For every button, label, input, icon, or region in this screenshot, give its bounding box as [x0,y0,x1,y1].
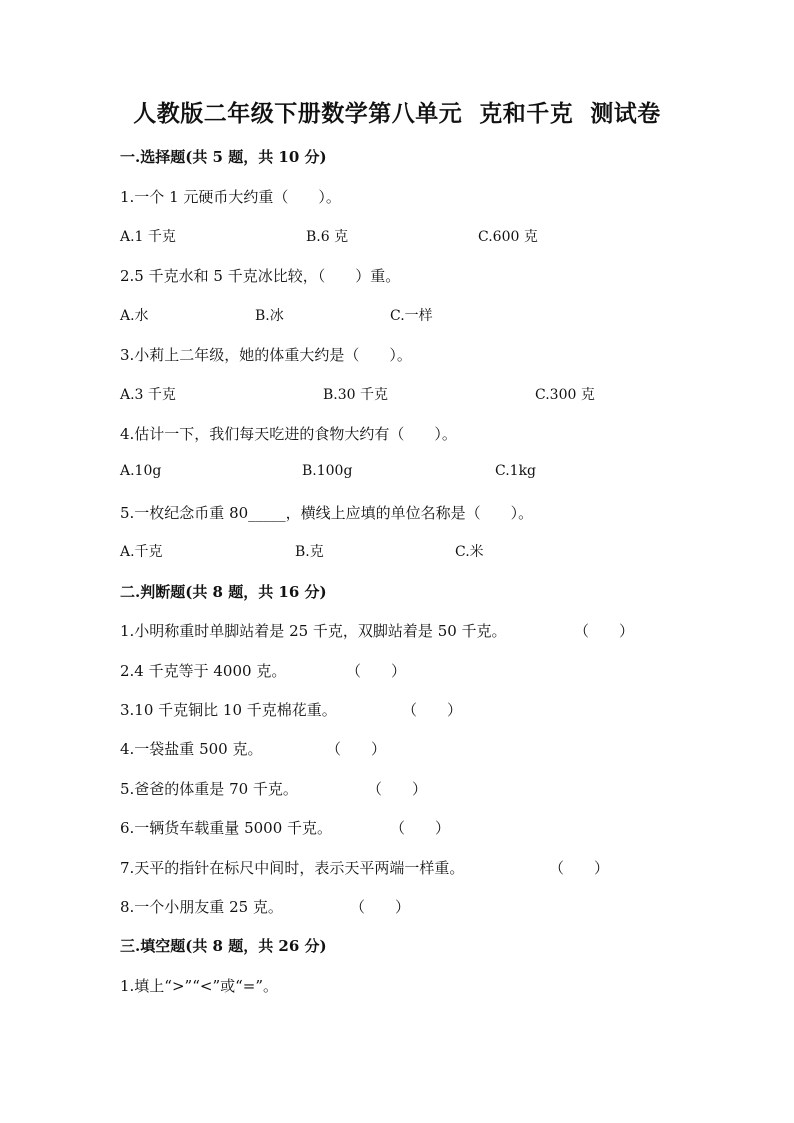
question-text: 8.一个小朋友重 25 克。 [120,898,283,916]
option-a: A.千克 [120,544,163,560]
question-text: 1.填上“>”“<”或“=”。 [120,977,279,995]
question-text: 1.小明称重时单脚站着是 25 千克，双脚站着是 50 千克。 [120,622,507,640]
answer-paren: （ ） [390,819,451,837]
answer-paren: （ ） [346,662,407,680]
option-c: C.1kg [495,463,537,479]
option-a: A.水 [120,308,149,324]
question-text: 7.天平的指针在标尺中间时，表示天平两端一样重。 [120,859,465,877]
option-c: C.米 [455,544,484,560]
question-text: 3.10 千克铜比 10 千克棉花重。 [120,701,337,719]
option-c: C.一样 [390,308,433,324]
answer-paren: （ ） [402,701,463,719]
option-c: C.300 克 [535,387,595,403]
question-text: 5.爸爸的体重是 70 千克。 [120,780,298,798]
question-text: 2.5 千克水和 5 千克冰比较，（ ）重。 [120,267,401,285]
section-heading-fill-in: 三.填空题(共 8 题，共 26 分) [120,937,327,955]
page-title: 人教版二年级下册数学第八单元 克和千克 测试卷 [133,100,661,127]
option-b: B.冰 [255,308,284,324]
question-text: 3.小莉上二年级，她的体重大约是（ ）。 [120,346,412,364]
answer-paren: （ ） [549,859,610,877]
answer-paren: （ ） [326,740,387,758]
option-a: A.1 千克 [120,229,176,245]
answer-paren: （ ） [367,780,428,798]
option-a: A.3 千克 [120,387,176,403]
answer-paren: （ ） [574,622,635,640]
option-b: B.6 克 [306,229,349,245]
option-b: B.克 [295,544,324,560]
answer-paren: （ ） [350,898,411,916]
question-text: 4.一袋盐重 500 克。 [120,740,263,758]
question-text: 4.估计一下，我们每天吃进的食物大约有（ ）。 [120,425,457,443]
option-b: B.100g [302,463,353,479]
option-c: C.600 克 [478,229,538,245]
section-heading-true-false: 二.判断题(共 8 题，共 16 分) [120,583,327,601]
section-heading-multiple-choice: 一.选择题(共 5 题，共 10 分) [120,148,327,166]
question-text: 5.一枚纪念币重 80_____，横线上应填的单位名称是（ ）。 [120,504,534,522]
option-b: B.30 千克 [323,387,389,403]
question-text: 2.4 千克等于 4000 克。 [120,662,287,680]
question-text: 6.一辆货车载重量 5000 千克。 [120,819,333,837]
option-a: A.10g [120,463,162,479]
question-text: 1.一个 1 元硬币大约重（ ）。 [120,188,341,206]
